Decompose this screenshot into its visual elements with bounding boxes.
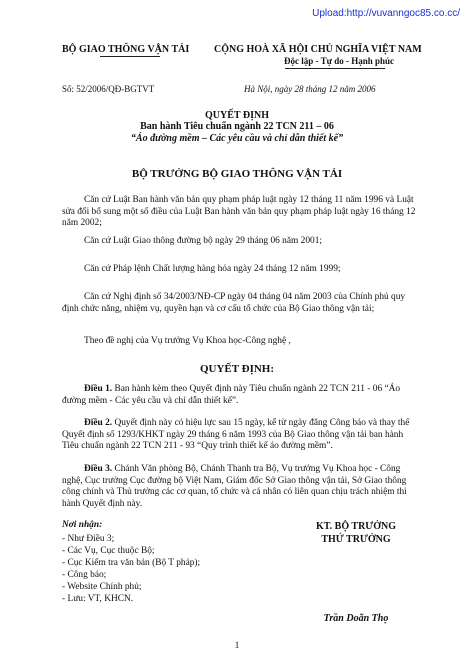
- preamble-5: Theo đề nghị của Vụ trưởng Vụ Khoa học-Công nghệ ,: [84, 336, 291, 346]
- recipient-item: - Lưu: VT, KHCN.: [62, 594, 134, 604]
- motto-underline: [285, 68, 385, 69]
- signer-name: Trần Doãn Thọ: [323, 613, 389, 624]
- article-1-label: Điều 1.: [84, 384, 113, 394]
- decide-heading: QUYẾT ĐỊNH:: [199, 363, 275, 375]
- article-2-text: Quyết định này có hiệu lực sau 15 ngày, kể từ ngày đăng Công báo và thay thế Quyết định số 1293/KHKT ngày 29 tháng 6 năm 1993 của Bộ Giao thông vận tải ban hành Tiêu chuẩn ngành 22 TCN 211 - 93 “Quy trình thiết kế áo đường mềm”.: [62, 418, 410, 452]
- recipient-item: - Website Chính phủ;: [62, 582, 142, 592]
- recipient-item: - Công báo;: [62, 570, 107, 580]
- recipient-item: - Cục Kiểm tra văn bản (Bộ T pháp);: [62, 558, 201, 568]
- page-number: 1: [234, 640, 240, 650]
- document-type: QUYẾT ĐỊNH: [205, 110, 269, 121]
- preamble-3: Căn cứ Pháp lệnh Chất lượng hàng hóa ngày 24 tháng 12 năm 1999;: [84, 264, 341, 274]
- signature-role: THỨ TRƯỞNG: [321, 534, 391, 545]
- document-number: Số: 52/2006/QĐ-BGTVT: [62, 84, 155, 94]
- article-2: [62, 418, 420, 453]
- recipients-list: [62, 533, 200, 605]
- republic-name: CỘNG HOÀ XÃ HỘI CHỦ NGHĨA VIỆT NAM: [214, 44, 422, 55]
- recipient-item: - Như Điều 3;: [62, 534, 115, 544]
- recipient-item: - Các Vụ, Cục thuộc Bộ;: [62, 546, 155, 556]
- article-2-label: Điều 2.: [84, 418, 113, 428]
- preamble-2: Căn cứ Luật Giao thông đường bộ ngày 29 tháng 06 năm 2001;: [84, 236, 323, 246]
- article-1-text: Ban hành kèm theo Quyết định này Tiêu chuẩn ngành 22 TCN 211 - 06 “Áo đường mềm - Các yêu cầu và chỉ dẫn thiết kế”.: [62, 384, 401, 406]
- article-3-text: Chánh Văn phòng Bộ, Chánh Thanh tra Bộ, Vụ trưởng Vụ Khoa học - Công nghệ, Cục trưởng Cục đường bộ Việt Nam, Giám đốc Sở Giao thông vận tải, Sở Giao thông công chính và Thủ trưởng các cơ quan, tổ chức và cá nhân có liên quan chịu trách nhiệm thi hành Quyết định này.: [62, 464, 407, 509]
- standard-title: “Áo đường mềm – Các yêu cầu và chỉ dẫn thiết kế”: [130, 133, 344, 144]
- upload-link[interactable]: Upload:http://vuvanngoc85.co.cc/: [312, 8, 460, 19]
- article-3: [62, 464, 420, 510]
- article-3-label: Điều 3.: [84, 464, 113, 474]
- ministry-name: BỘ GIAO THÔNG VẬN TẢI: [62, 44, 190, 55]
- article-1: [62, 384, 420, 407]
- preamble-4: Căn cứ Nghị định số 34/2003/NĐ-CP ngày 04 tháng 04 năm 2003 của Chính phủ quy định chức năng, nhiệm vụ, quyền hạn và cơ cấu tổ chức của Bộ Giao thông vận tải;: [62, 292, 406, 314]
- document-subject: Ban hành Tiêu chuẩn ngành 22 TCN 211 – 06: [140, 121, 334, 132]
- national-motto: Độc lập - Tự do - Hạnh phúc: [284, 56, 395, 66]
- preamble-1: Căn cứ Luật Ban hành văn bản quy phạm pháp luật ngày 12 tháng 11 năm 1996 và Luật sửa đổi bổ sung một số điều của Luật Ban hành văn bản quy phạm pháp luật ngày 16 tháng 12 năm 2002;: [62, 195, 416, 229]
- issuing-authority: BỘ TRƯỞNG BỘ GIAO THÔNG VẬN TẢI: [131, 168, 343, 180]
- recipients-heading: Nơi nhận:: [62, 520, 103, 530]
- ministry-underline: [100, 56, 160, 57]
- place-date: Hà Nội, ngày 28 tháng 12 năm 2006: [244, 84, 376, 94]
- signature-authority: KT. BỘ TRƯỞNG: [315, 521, 397, 532]
